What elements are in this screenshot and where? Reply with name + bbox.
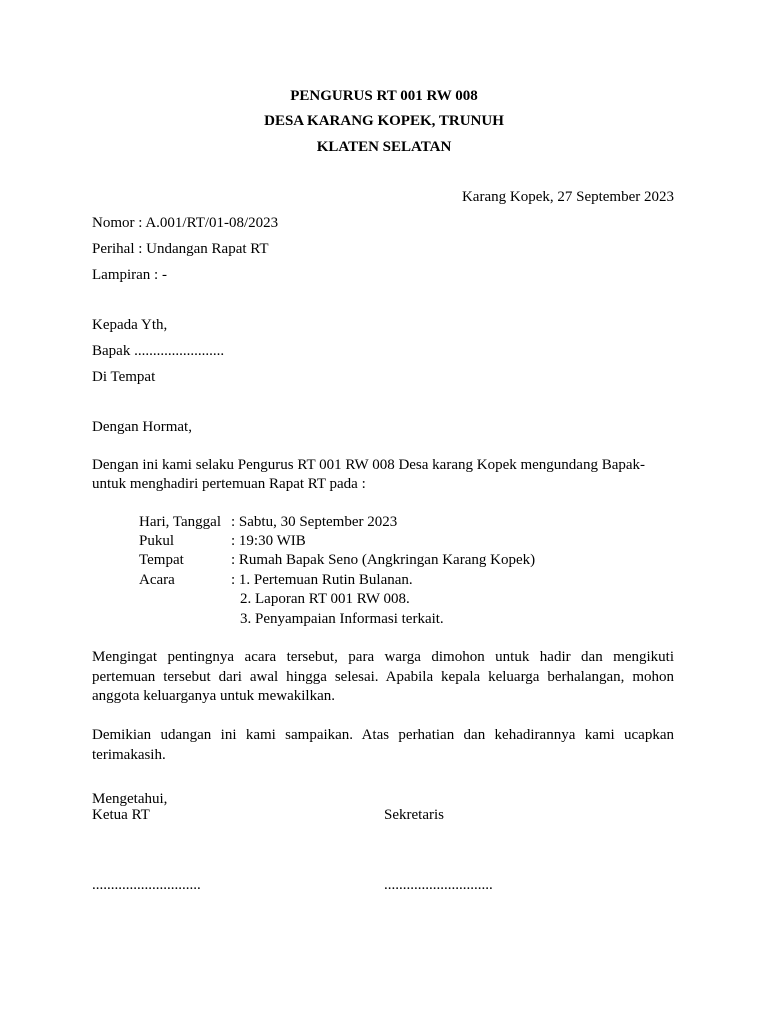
agenda-item: 3. Penyampaian Informasi terkait. bbox=[240, 611, 444, 627]
signature-left-line: ............................. bbox=[92, 877, 201, 893]
paragraph-reminder: Mengingat pentingnya acara tersebut, para warga dimohon untuk hadir dan mengikuti pertemuan tersebut dari awal hingga selesai. Apabila kepala keluarga berhalangan, mohon anggota keluarganya untuk mewakilkan. bbox=[92, 649, 674, 704]
header-line-1: PENGURUS RT 001 RW 008 bbox=[290, 88, 478, 104]
place-date: Karang Kopek, 27 September 2023 bbox=[461, 189, 674, 205]
intro-line-1: Dengan ini kami selaku Pengurus RT 001 RW 008 Desa karang Kopek mengundang Bapak- bbox=[92, 457, 646, 473]
signature-acknowledge: Mengetahui, bbox=[92, 791, 168, 807]
recipient-line-3: Di Tempat bbox=[92, 369, 156, 385]
letter-number: Nomor : A.001/RT/01-08/2023 bbox=[92, 215, 279, 231]
letter-attachment: Lampiran : - bbox=[92, 267, 167, 283]
detail-acara-label: Acara bbox=[139, 572, 175, 588]
detail-hari-label: Hari, Tanggal bbox=[139, 514, 221, 530]
recipient-line-2: Bapak ........................ bbox=[92, 343, 225, 359]
header-line-3: KLATEN SELATAN bbox=[316, 139, 452, 155]
recipient-line-1: Kepada Yth, bbox=[92, 317, 168, 333]
detail-pukul-label: Pukul bbox=[139, 533, 175, 549]
greeting: Dengan Hormat, bbox=[92, 419, 192, 435]
agenda-item: 2. Laporan RT 001 RW 008. bbox=[240, 591, 410, 607]
detail-tempat-value: : Rumah Bapak Seno (Angkringan Karang Kopek) bbox=[231, 552, 536, 568]
detail-pukul-value: : 19:30 WIB bbox=[231, 533, 306, 549]
signature-left-title: Ketua RT bbox=[92, 807, 150, 823]
letter-subject: Perihal : Undangan Rapat RT bbox=[92, 241, 269, 257]
intro-line-2: untuk menghadiri pertemuan Rapat RT pada : bbox=[92, 476, 366, 492]
paragraph-closing: Demikian udangan ini kami sampaikan. Atas perhatian dan kehadirannya kami ucapkan terimakasih. bbox=[92, 727, 674, 763]
signature-right-title: Sekretaris bbox=[384, 807, 444, 823]
agenda-item: : 1. Pertemuan Rutin Bulanan. bbox=[231, 572, 413, 588]
detail-hari-value: : Sabtu, 30 September 2023 bbox=[231, 514, 398, 530]
header-line-2: DESA KARANG KOPEK, TRUNUH bbox=[264, 113, 504, 129]
signature-right-line: ............................. bbox=[384, 877, 493, 893]
detail-tempat-label: Tempat bbox=[139, 552, 184, 568]
